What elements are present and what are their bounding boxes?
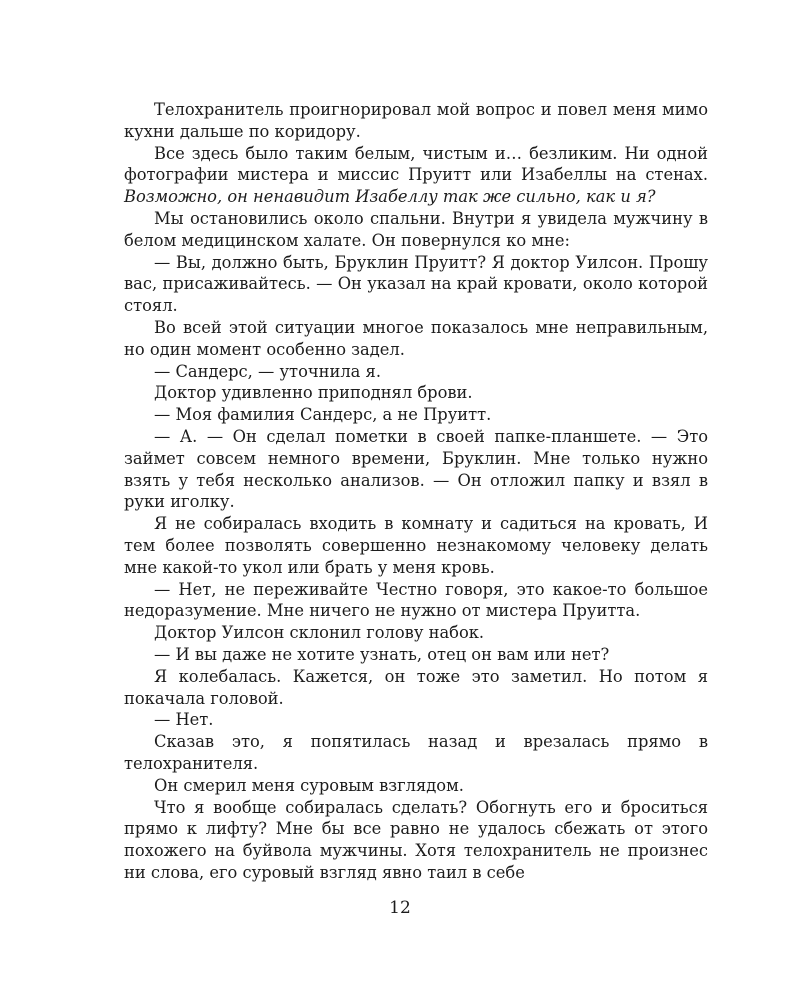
paragraph: Телохранитель проигнорировал мой вопрос и повел меня мимо кухни дальше по коридору.	[124, 100, 708, 141]
paragraph: Я не собиралась входить в комнату и садиться на кровать, И тем более позволять совершенно незнакомому человеку делать мне какой-то укол или брать у меня кровь.	[124, 514, 708, 577]
body-text	[124, 99, 708, 884]
paragraph: Во всей этой ситуации многое показалось мне неправильным, но один момент особенно задел.	[124, 317, 708, 359]
paragraph-text: Все здесь было таким белым, чистым и… безликим. Ни одной фотографии мистера и миссис Пруитт или Изабеллы на стенах.	[124, 143, 708, 185]
paragraph: — Вы, должно быть, Бруклин Пруитт? Я доктор Уилсон. Прошу вас, присаживайтесь. — Он указал на край кровати, около которой стоял.	[124, 252, 708, 316]
paragraph: — Сандерс, — уточнила я.	[154, 361, 382, 381]
paragraph	[124, 143, 708, 208]
paragraph: Что я вообще собиралась сделать? Обогнуть его и броситься прямо к лифту? Мне бы все равно не удалось сбежать от этого похожего на буйвола мужчины. Хотя телохранитель не произнес ни слова, его суровый взгляд явно таил в себе	[124, 797, 708, 882]
paragraph: — Нет.	[154, 710, 214, 730]
paragraph: — Моя фамилия Сандерс, а не Пруитт.	[154, 405, 492, 425]
paragraph: Доктор Уилсон склонил голову набок.	[154, 623, 485, 643]
page-number: 12	[389, 898, 411, 918]
paragraph-italic-text: Возможно, он ненавидит Изабеллу так же сильно, как и я?	[124, 187, 656, 207]
paragraph: Я колебалась. Кажется, он тоже это заметил. Но потом я покачала головой.	[124, 666, 708, 708]
paragraph: Доктор удивленно приподнял брови.	[154, 383, 473, 403]
paragraph: Он смерил меня суровым взглядом.	[154, 775, 464, 795]
paragraph: — И вы даже не хотите узнать, отец он вам или нет?	[154, 644, 610, 664]
paragraph: Сказав это, я попятилась назад и врезалась прямо в телохранителя.	[124, 732, 708, 773]
paragraph: — А. — Он сделал пометки в своей папке-планшете. — Это займет совсем немного времени, Бруклин. Мне только нужно взять у тебя несколько анализов. — Он отложил папку и взял в руки иголку.	[124, 426, 708, 512]
paragraph: Мы остановились около спальни. Внутри я увидела мужчину в белом медицинском халате. Он повернулся ко мне:	[124, 208, 708, 250]
paragraph: — Нет, не переживайте Честно говоря, это какое-то большое недоразумение. Мне ничего не нужно от мистера Пруитта.	[124, 579, 708, 621]
